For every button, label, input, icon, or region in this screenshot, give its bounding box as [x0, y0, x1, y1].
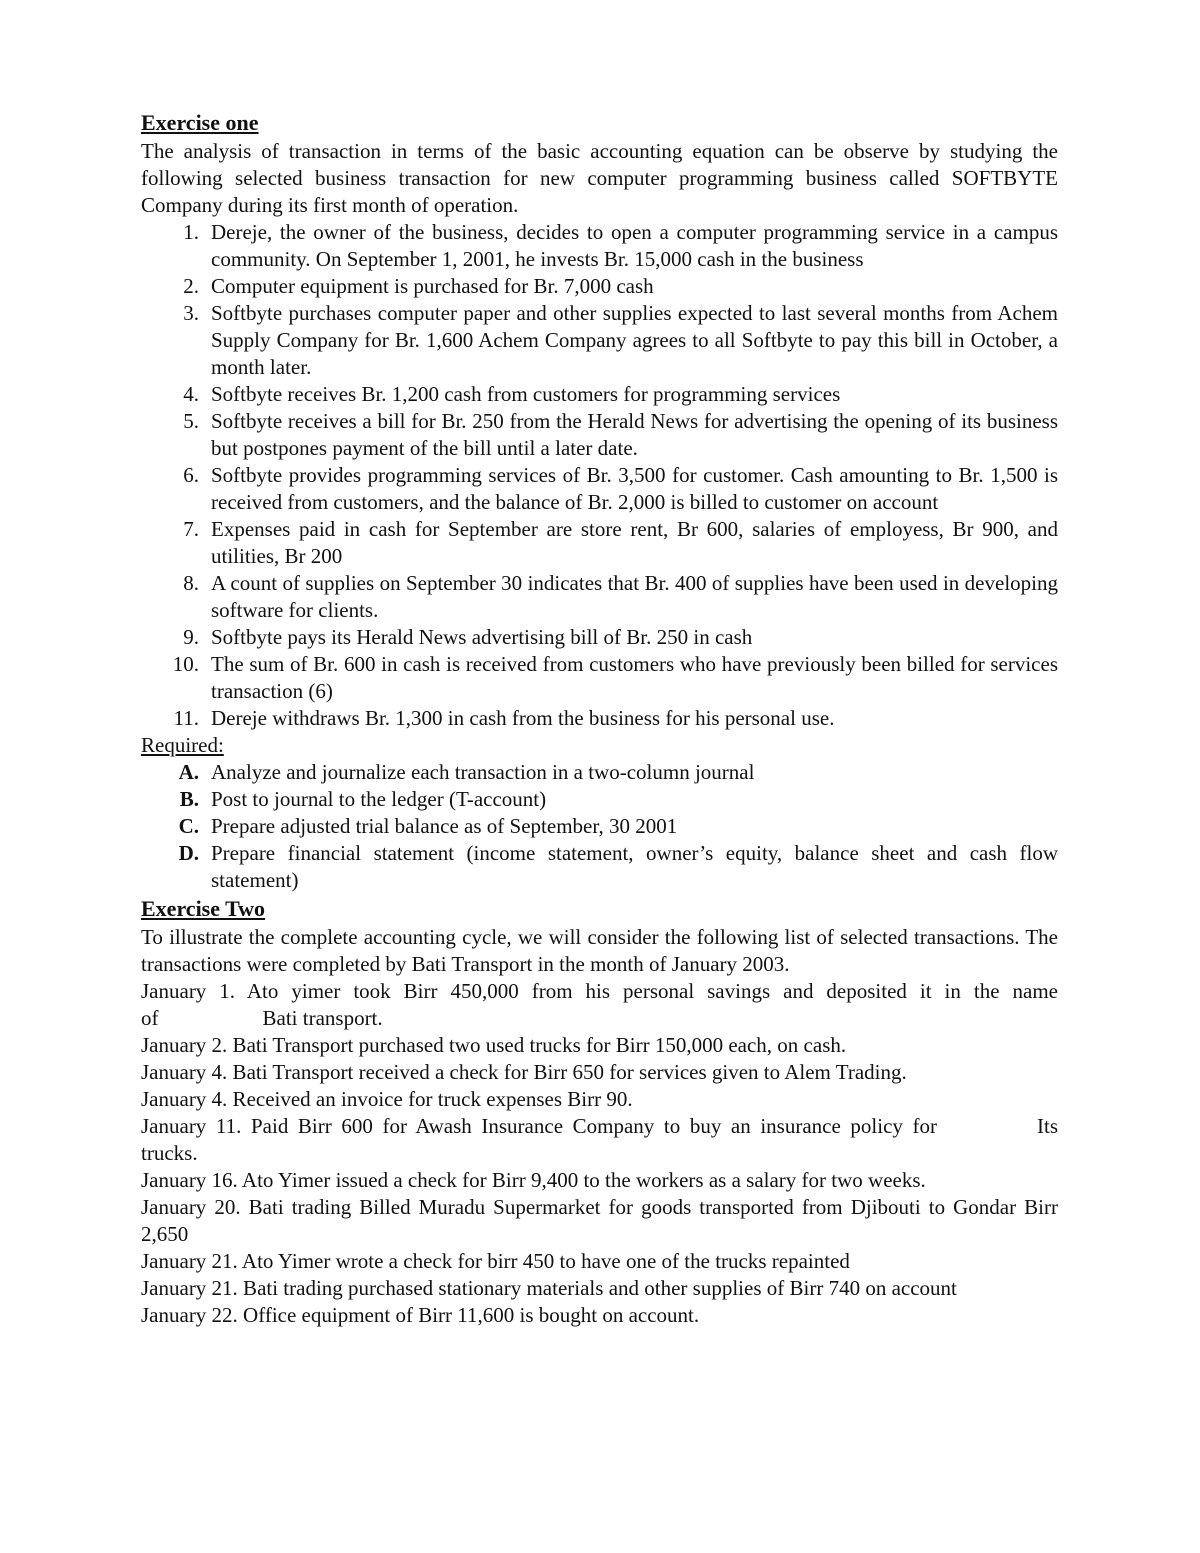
exercise-two-transactions: [141, 978, 1058, 1329]
list-item: C. Prepare adjusted trial balance as of September, 30 2001: [178, 814, 678, 838]
exercise-two-intro: To illustrate the complete accounting cycle, we will consider the following list of selected transactions. The transactions were completed by Bati Transport in the month of January 2003.: [141, 925, 1058, 976]
list-item: January 20. Bati trading Billed Muradu Supermarket for goods transported from Djibouti to Gondar Birr 2,650: [141, 1195, 1058, 1246]
list-item: D. Prepare financial statement (income statement, owner’s equity, balance sheet and cash flow statement): [178, 841, 1058, 892]
list-item: January 11. Paid Birr 600 for Awash Insurance Company to buy an insurance policy for Its trucks.: [141, 1114, 1058, 1165]
required-label: Required:: [141, 733, 224, 757]
required-tasks: [141, 759, 1058, 894]
list-item: January 1. Ato yimer took Birr 450,000 from his personal savings and deposited it in the name of Bati transport.: [141, 979, 1058, 1030]
list-item: 4. Softbyte receives Br. 1,200 cash from customers for programming services: [183, 382, 841, 406]
list-item: January 4. Received an invoice for truck expenses Birr 90.: [141, 1087, 633, 1111]
list-item: 7. Expenses paid in cash for September are store rent, Br 600, salaries of employess, Br 900, and utilities, Br 200: [183, 517, 1058, 568]
list-item: 11. Dereje withdraws Br. 1,300 in cash from the business for his personal use.: [173, 706, 835, 730]
list-item: January 2. Bati Transport purchased two used trucks for Birr 150,000 each, on cash.: [141, 1033, 847, 1057]
exercise-one-heading: Exercise one: [141, 110, 259, 135]
list-item: 3. Softbyte purchases computer paper and other supplies expected to last several months from Achem Supply Company for Br. 1,600 Achem Company agrees to all Softbyte to pay this bill in October, a month later.: [183, 301, 1058, 379]
exercise-one-intro: The analysis of transaction in terms of the basic accounting equation can be observe by studying the following selected business transaction for new computer programming business called SOFTBYTE Company during its first month of operation.: [141, 139, 1058, 217]
list-item: 10. The sum of Br. 600 in cash is received from customers who have previously been billed for services transaction (6): [172, 652, 1058, 703]
exercise-two-heading: Exercise Two: [141, 896, 266, 921]
list-item: 5. Softbyte receives a bill for Br. 250 from the Herald News for advertising the opening of its business but postpones payment of the bill until a later date.: [183, 409, 1058, 460]
list-item: B. Post to journal to the ledger (T-account): [179, 787, 547, 811]
list-item: January 4. Bati Transport received a check for Birr 650 for services given to Alem Trading.: [141, 1060, 907, 1084]
list-item: January 22. Office equipment of Birr 11,600 is bought on account.: [141, 1303, 700, 1327]
document-page: [141, 108, 1058, 1329]
list-item: January 21. Ato Yimer wrote a check for birr 450 to have one of the trucks repainted: [141, 1249, 850, 1273]
exercise-one-transactions: [141, 219, 1058, 732]
list-item: 2. Computer equipment is purchased for Br. 7,000 cash: [183, 274, 654, 298]
list-item: 1. Dereje, the owner of the business, decides to open a computer programming service in a campus community. On September 1, 2001, he invests Br. 15,000 cash in the business: [183, 220, 1058, 271]
list-item: 6. Softbyte provides programming services of Br. 3,500 for customer. Cash amounting to Br. 1,500 is received from customers, and the balance of Br. 2,000 is billed to customer on account: [183, 463, 1058, 514]
list-item: A. Analyze and journalize each transaction in a two-column journal: [178, 760, 755, 784]
list-item: January 21. Bati trading purchased stationary materials and other supplies of Birr 740 on account: [141, 1276, 957, 1300]
list-item: January 16. Ato Yimer issued a check for Birr 9,400 to the workers as a salary for two weeks.: [141, 1168, 926, 1192]
list-item: 9. Softbyte pays its Herald News advertising bill of Br. 250 in cash: [183, 625, 753, 649]
list-item: 8. A count of supplies on September 30 indicates that Br. 400 of supplies have been used in developing software for clients.: [183, 571, 1058, 622]
